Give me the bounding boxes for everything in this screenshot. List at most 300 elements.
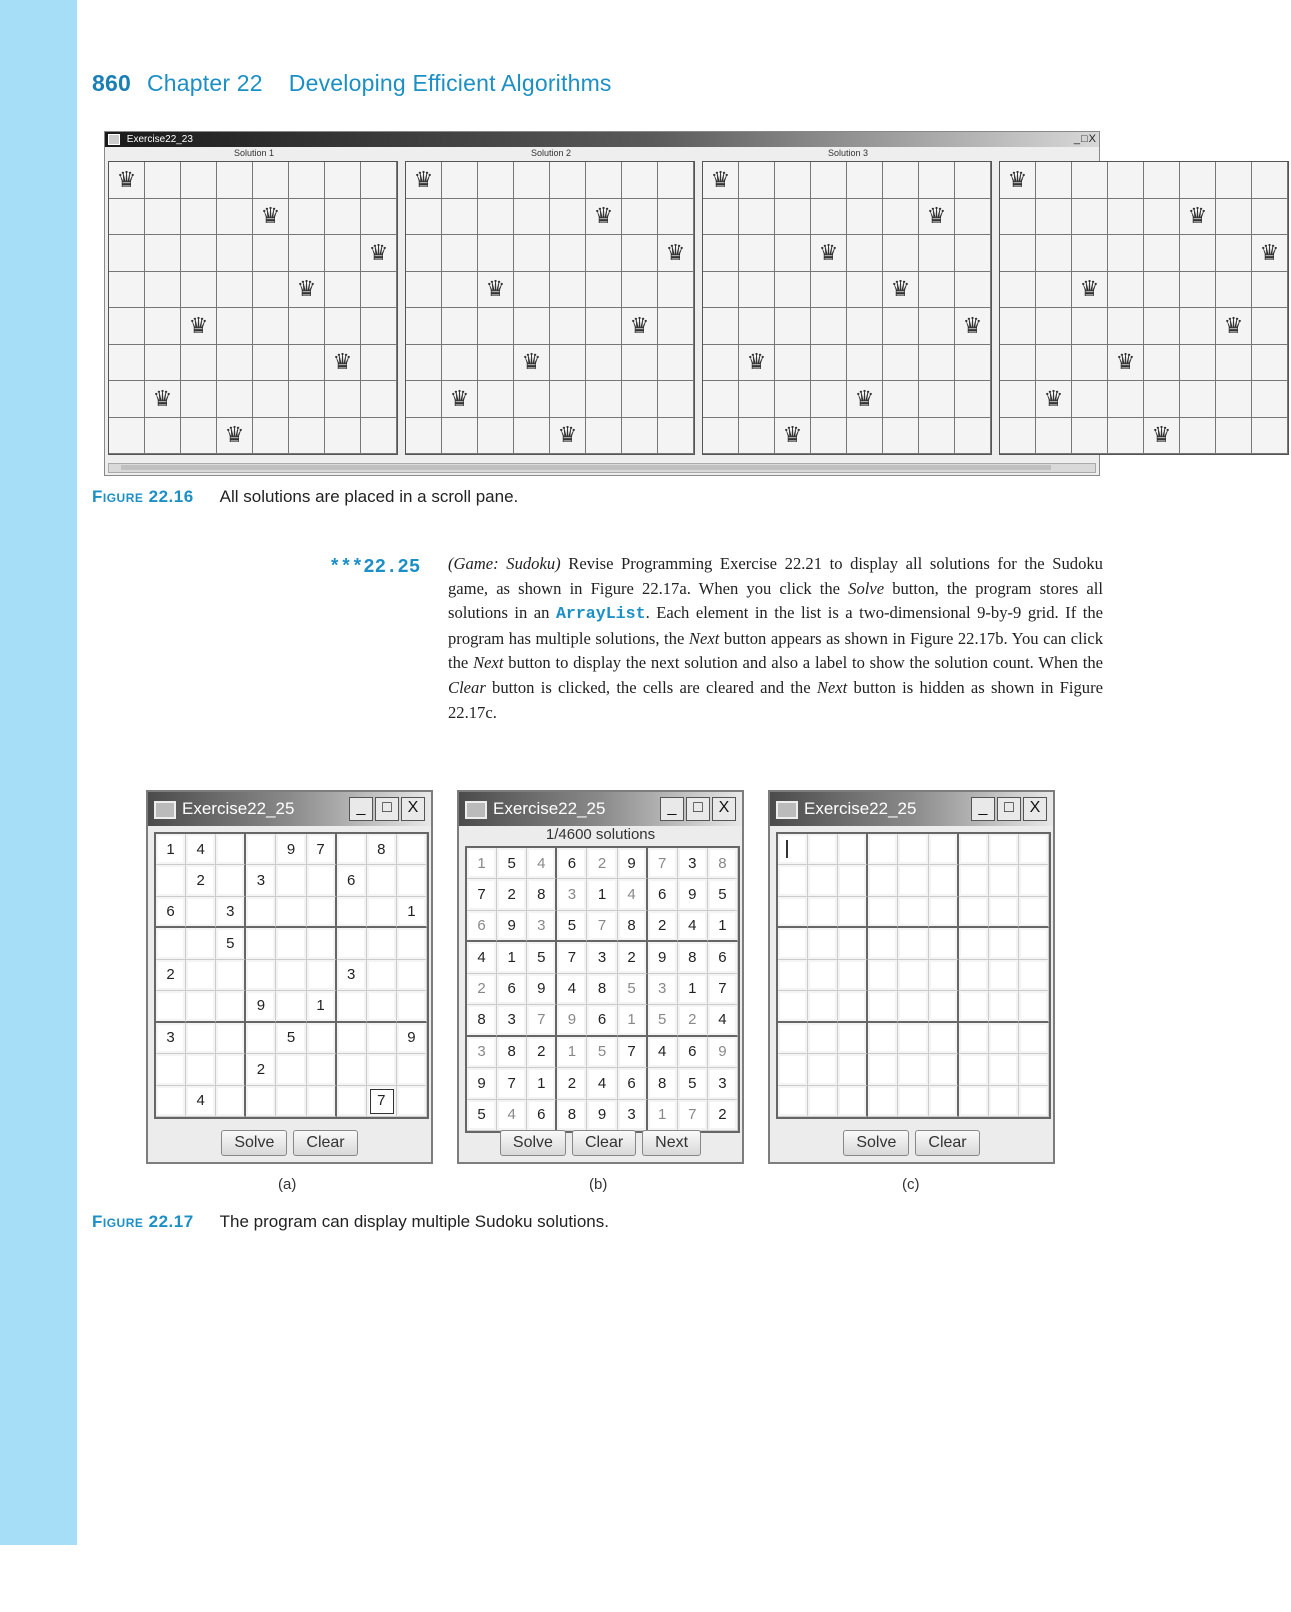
sudoku-cell[interactable] xyxy=(989,897,1019,928)
sudoku-cell[interactable]: 4 xyxy=(186,1086,216,1117)
sudoku-cell[interactable] xyxy=(156,1086,186,1117)
sudoku-cell[interactable] xyxy=(1019,991,1049,1022)
board-cell xyxy=(217,308,253,345)
sudoku-cell[interactable]: 4 xyxy=(587,1068,617,1099)
sudoku-cell[interactable] xyxy=(1019,1086,1049,1117)
sudoku-cell[interactable] xyxy=(838,1086,868,1117)
sudoku-cell[interactable] xyxy=(156,1054,186,1085)
sudoku-cell[interactable] xyxy=(838,960,868,991)
sudoku-cell[interactable]: 2 xyxy=(527,1037,557,1068)
sudoku-cell[interactable] xyxy=(778,865,808,896)
sudoku-cell[interactable]: 1 xyxy=(397,897,427,928)
sudoku-cell[interactable] xyxy=(246,1086,276,1117)
sudoku-cell[interactable]: 3 xyxy=(708,1068,738,1099)
sudoku-cell[interactable]: 9 xyxy=(618,848,648,879)
sudoku-cell[interactable]: 5 xyxy=(618,974,648,1005)
board-cell xyxy=(406,381,442,418)
sudoku-cell[interactable] xyxy=(1019,865,1049,896)
clear-button[interactable]: Clear xyxy=(915,1130,979,1156)
sudoku-cell[interactable] xyxy=(838,897,868,928)
sudoku-cell[interactable]: 7 xyxy=(587,911,617,942)
sudoku-cell[interactable] xyxy=(276,928,306,959)
sudoku-cell[interactable] xyxy=(186,1054,216,1085)
board-cell xyxy=(919,381,955,418)
sudoku-cell[interactable]: 2 xyxy=(648,911,678,942)
close-icon[interactable]: X xyxy=(1023,797,1047,821)
sudoku-cell[interactable] xyxy=(367,1054,397,1085)
sudoku-cell[interactable] xyxy=(989,1023,1019,1054)
sudoku-cell[interactable]: 9 xyxy=(497,911,527,942)
sudoku-cell[interactable]: 7 xyxy=(527,1005,557,1036)
sudoku-cell[interactable]: 8 xyxy=(648,1068,678,1099)
sudoku-cell[interactable] xyxy=(276,960,306,991)
sudoku-cell[interactable] xyxy=(868,1086,898,1117)
sudoku-cell[interactable]: 4 xyxy=(497,1100,527,1131)
sudoku-cell[interactable] xyxy=(367,928,397,959)
sudoku-cell[interactable] xyxy=(246,897,276,928)
sudoku-cell[interactable] xyxy=(307,897,337,928)
close-icon[interactable]: X xyxy=(712,797,736,821)
sudoku-cell[interactable]: 1 xyxy=(587,879,617,910)
maximize-icon[interactable]: □ xyxy=(686,797,710,821)
sudoku-cell[interactable] xyxy=(808,897,838,928)
sudoku-cell[interactable]: 9 xyxy=(397,1023,427,1054)
sudoku-cell[interactable]: 2 xyxy=(497,879,527,910)
sudoku-cell[interactable] xyxy=(898,960,928,991)
sudoku-cell[interactable] xyxy=(989,928,1019,959)
sudoku-cell[interactable]: 5 xyxy=(216,928,246,959)
sudoku-cell[interactable] xyxy=(838,991,868,1022)
sudoku-cell[interactable]: 9 xyxy=(708,1037,738,1068)
horizontal-scrollbar[interactable] xyxy=(108,463,1096,473)
sudoku-cell[interactable] xyxy=(808,1086,838,1117)
sudoku-cell[interactable]: 2 xyxy=(678,1005,708,1036)
sudoku-cell[interactable]: 7 xyxy=(497,1068,527,1099)
sudoku-cell[interactable]: 1 xyxy=(527,1068,557,1099)
sudoku-cell[interactable] xyxy=(929,960,959,991)
sudoku-cell[interactable] xyxy=(337,1054,367,1085)
sudoku-cell[interactable]: 7 xyxy=(307,834,337,865)
sudoku-cell[interactable] xyxy=(307,865,337,896)
sudoku-cell[interactable]: 7 xyxy=(618,1037,648,1068)
sudoku-cell[interactable] xyxy=(307,928,337,959)
board-cell xyxy=(442,308,478,345)
solve-button[interactable]: Solve xyxy=(221,1130,287,1156)
sudoku-cell[interactable]: 8 xyxy=(527,879,557,910)
sudoku-cell[interactable]: 6 xyxy=(527,1100,557,1131)
sudoku-cell[interactable]: 3 xyxy=(246,865,276,896)
sudoku-cell[interactable]: 8 xyxy=(467,1005,497,1036)
board-cell xyxy=(478,199,514,236)
board-cell xyxy=(1036,235,1072,272)
sudoku-cell[interactable]: 7 xyxy=(708,974,738,1005)
sudoku-cell[interactable]: 8 xyxy=(708,848,738,879)
sudoku-cell[interactable]: 6 xyxy=(708,942,738,973)
board-cell xyxy=(775,308,811,345)
sudoku-cell[interactable]: 9 xyxy=(678,879,708,910)
board-cell xyxy=(1144,308,1180,345)
sudoku-cell[interactable]: 3 xyxy=(497,1005,527,1036)
sudoku-cell[interactable] xyxy=(367,897,397,928)
sudoku-cell[interactable]: 6 xyxy=(497,974,527,1005)
sudoku-cell[interactable] xyxy=(959,991,989,1022)
sudoku-cell[interactable] xyxy=(989,960,1019,991)
sudoku-cell[interactable] xyxy=(959,1086,989,1117)
sudoku-cell[interactable]: 3 xyxy=(648,974,678,1005)
sudoku-cell[interactable]: 7 xyxy=(678,1100,708,1131)
sudoku-cell[interactable] xyxy=(808,865,838,896)
board-cell xyxy=(325,235,361,272)
sudoku-cell[interactable] xyxy=(186,1023,216,1054)
sudoku-cell[interactable]: 8 xyxy=(618,911,648,942)
sudoku-cell[interactable] xyxy=(929,1023,959,1054)
sudoku-cell[interactable]: 7 xyxy=(367,1086,397,1117)
sudoku-cell[interactable]: 3 xyxy=(618,1100,648,1131)
board-cell xyxy=(1252,308,1288,345)
sudoku-cell[interactable] xyxy=(1019,1054,1049,1085)
sudoku-cell[interactable] xyxy=(156,991,186,1022)
queens-window-titlebar[interactable] xyxy=(105,132,1099,147)
sudoku-cell[interactable] xyxy=(186,928,216,959)
sudoku-cell[interactable]: 9 xyxy=(587,1100,617,1131)
sudoku-cell[interactable] xyxy=(397,1054,427,1085)
sudoku-cell[interactable] xyxy=(397,865,427,896)
sudoku-cell[interactable]: 5 xyxy=(678,1068,708,1099)
sudoku-cell[interactable]: 1 xyxy=(708,911,738,942)
sudoku-cell[interactable] xyxy=(808,991,838,1022)
sudoku-cell[interactable]: 4 xyxy=(186,834,216,865)
sudoku-cell[interactable] xyxy=(959,897,989,928)
sudoku-cell[interactable] xyxy=(989,865,1019,896)
sudoku-cell[interactable] xyxy=(367,865,397,896)
sudoku-cell[interactable]: 7 xyxy=(467,879,497,910)
sudoku-cell[interactable]: 3 xyxy=(678,848,708,879)
sudoku-cell[interactable]: 2 xyxy=(156,960,186,991)
sudoku-cell[interactable] xyxy=(778,834,808,865)
next-button[interactable]: Next xyxy=(642,1130,701,1156)
sudoku-cell[interactable]: 9 xyxy=(276,834,306,865)
sudoku-cell[interactable]: 1 xyxy=(497,942,527,973)
sudoku-cell[interactable]: 3 xyxy=(557,879,587,910)
sudoku-cell[interactable]: 1 xyxy=(557,1037,587,1068)
sudoku-cell[interactable] xyxy=(397,991,427,1022)
queen-icon: ♛ xyxy=(181,308,217,345)
sudoku-cell[interactable] xyxy=(246,960,276,991)
sudoku-cell[interactable]: 1 xyxy=(648,1100,678,1131)
sudoku-cell[interactable] xyxy=(808,928,838,959)
sudoku-cell[interactable] xyxy=(337,897,367,928)
sudoku-cell[interactable]: 1 xyxy=(156,834,186,865)
sudoku-cell[interactable] xyxy=(898,865,928,896)
sudoku-cell[interactable] xyxy=(959,865,989,896)
sudoku-cell[interactable]: 2 xyxy=(467,974,497,1005)
board-cell xyxy=(1252,162,1288,199)
sudoku-cell[interactable] xyxy=(808,834,838,865)
sudoku-cell[interactable]: 5 xyxy=(497,848,527,879)
sudoku-cell[interactable] xyxy=(397,1086,427,1117)
maximize-icon[interactable]: □ xyxy=(375,797,399,821)
window-titlebar[interactable] xyxy=(148,792,431,826)
board-cell xyxy=(1144,345,1180,382)
sudoku-cell[interactable]: 4 xyxy=(678,911,708,942)
sudoku-cell[interactable]: 6 xyxy=(467,911,497,942)
sudoku-cell[interactable]: 6 xyxy=(678,1037,708,1068)
sudoku-cell[interactable] xyxy=(898,1054,928,1085)
sudoku-cell[interactable] xyxy=(337,834,367,865)
board-cell xyxy=(703,418,739,455)
sudoku-cell[interactable]: 6 xyxy=(587,1005,617,1036)
sudoku-cell[interactable] xyxy=(216,1023,246,1054)
sudoku-cell[interactable] xyxy=(989,834,1019,865)
sudoku-cell[interactable] xyxy=(276,1086,306,1117)
sudoku-cell[interactable] xyxy=(959,960,989,991)
sudoku-cell[interactable] xyxy=(868,991,898,1022)
sudoku-cell[interactable]: 2 xyxy=(708,1100,738,1131)
sudoku-cell[interactable] xyxy=(246,1023,276,1054)
sudoku-cell[interactable] xyxy=(156,928,186,959)
sudoku-cell[interactable] xyxy=(216,1086,246,1117)
sudoku-cell[interactable] xyxy=(367,991,397,1022)
sudoku-cell[interactable] xyxy=(778,1086,808,1117)
sudoku-cell[interactable]: 4 xyxy=(527,848,557,879)
solve-button[interactable]: Solve xyxy=(843,1130,909,1156)
sudoku-cell[interactable]: 1 xyxy=(467,848,497,879)
board-cell xyxy=(253,272,289,309)
sudoku-cell[interactable] xyxy=(216,960,246,991)
sudoku-cell[interactable] xyxy=(337,928,367,959)
sudoku-cell[interactable] xyxy=(868,960,898,991)
board-cell xyxy=(1036,272,1072,309)
sudoku-cell[interactable]: 7 xyxy=(648,848,678,879)
window-titlebar[interactable] xyxy=(459,792,742,826)
sudoku-cell[interactable]: 4 xyxy=(467,942,497,973)
sudoku-cell[interactable] xyxy=(276,865,306,896)
sudoku-cell[interactable] xyxy=(246,834,276,865)
sudoku-cell[interactable]: 3 xyxy=(216,897,246,928)
sudoku-cell[interactable]: 4 xyxy=(618,879,648,910)
sudoku-cell[interactable] xyxy=(898,991,928,1022)
sudoku-cell[interactable]: 9 xyxy=(557,1005,587,1036)
sudoku-cell[interactable] xyxy=(397,834,427,865)
board-cell xyxy=(1180,381,1216,418)
sudoku-cell[interactable]: 4 xyxy=(557,974,587,1005)
minimize-icon[interactable]: _ xyxy=(660,797,684,821)
sudoku-cell[interactable] xyxy=(778,928,808,959)
scrollbar-thumb[interactable] xyxy=(121,465,1051,470)
sudoku-cell[interactable] xyxy=(276,897,306,928)
clear-button[interactable]: Clear xyxy=(572,1130,636,1156)
sudoku-cell[interactable]: 5 xyxy=(648,1005,678,1036)
sudoku-cell[interactable]: 9 xyxy=(467,1068,497,1099)
sudoku-cell[interactable] xyxy=(959,1054,989,1085)
sudoku-cell[interactable] xyxy=(216,865,246,896)
board-cell xyxy=(622,272,658,309)
sudoku-cell[interactable]: 5 xyxy=(276,1023,306,1054)
sudoku-cell[interactable] xyxy=(898,1086,928,1117)
board-cell xyxy=(1252,345,1288,382)
sudoku-cell[interactable]: 2 xyxy=(246,1054,276,1085)
sudoku-cell[interactable]: 2 xyxy=(618,942,648,973)
exercise-code: ArrayList xyxy=(555,604,646,624)
sudoku-cell[interactable]: 2 xyxy=(557,1068,587,1099)
sudoku-cell[interactable] xyxy=(929,834,959,865)
sudoku-cell[interactable] xyxy=(186,897,216,928)
sudoku-cell[interactable] xyxy=(868,1054,898,1085)
sudoku-cell[interactable]: 4 xyxy=(648,1037,678,1068)
sudoku-cell[interactable] xyxy=(959,1023,989,1054)
sudoku-cell[interactable] xyxy=(778,960,808,991)
minimize-icon[interactable]: _ xyxy=(971,797,995,821)
sudoku-cell[interactable] xyxy=(367,1023,397,1054)
sudoku-cell[interactable] xyxy=(868,897,898,928)
sudoku-cell[interactable] xyxy=(307,1023,337,1054)
sudoku-cell[interactable] xyxy=(778,1054,808,1085)
sudoku-cell[interactable] xyxy=(838,928,868,959)
sudoku-cell[interactable]: 8 xyxy=(678,942,708,973)
sudoku-cell[interactable]: 9 xyxy=(246,991,276,1022)
sudoku-cell[interactable] xyxy=(808,1054,838,1085)
board-cell xyxy=(109,418,145,455)
sudoku-cell[interactable] xyxy=(397,928,427,959)
sudoku-cell[interactable] xyxy=(808,1023,838,1054)
sudoku-cell[interactable] xyxy=(307,1086,337,1117)
sudoku-cell[interactable]: 8 xyxy=(367,834,397,865)
sudoku-cell[interactable]: 2 xyxy=(587,848,617,879)
sudoku-cell[interactable] xyxy=(838,1054,868,1085)
sudoku-cell[interactable] xyxy=(959,928,989,959)
sudoku-cell[interactable] xyxy=(929,928,959,959)
sudoku-cell[interactable] xyxy=(367,960,397,991)
sudoku-cell[interactable]: 6 xyxy=(618,1068,648,1099)
sudoku-cell[interactable] xyxy=(186,960,216,991)
sudoku-cell[interactable]: 6 xyxy=(557,848,587,879)
maximize-icon[interactable]: □ xyxy=(997,797,1021,821)
sudoku-cell[interactable]: 9 xyxy=(648,942,678,973)
sudoku-cell[interactable]: 1 xyxy=(618,1005,648,1036)
board-cell xyxy=(1108,381,1144,418)
sudoku-cell[interactable] xyxy=(337,991,367,1022)
sudoku-cell[interactable] xyxy=(808,960,838,991)
sudoku-cell[interactable]: 1 xyxy=(307,991,337,1022)
sudoku-cell[interactable] xyxy=(898,897,928,928)
sudoku-cell[interactable]: 3 xyxy=(527,911,557,942)
sudoku-cell[interactable]: 7 xyxy=(557,942,587,973)
sudoku-cell[interactable] xyxy=(1019,897,1049,928)
sudoku-cell[interactable] xyxy=(838,1023,868,1054)
sudoku-cell[interactable]: 6 xyxy=(648,879,678,910)
clear-button[interactable]: Clear xyxy=(293,1130,357,1156)
sudoku-cell[interactable] xyxy=(156,865,186,896)
minimize-icon[interactable]: _ xyxy=(349,797,373,821)
sudoku-cell[interactable] xyxy=(898,928,928,959)
sudoku-cell[interactable]: 8 xyxy=(497,1037,527,1068)
sudoku-cell[interactable] xyxy=(307,1054,337,1085)
queen-icon: ♛ xyxy=(1216,308,1252,345)
board-cell xyxy=(361,418,397,455)
sudoku-cell[interactable] xyxy=(1019,928,1049,959)
sudoku-cell[interactable] xyxy=(778,1023,808,1054)
sudoku-cell[interactable] xyxy=(276,991,306,1022)
sudoku-cell[interactable]: 5 xyxy=(587,1037,617,1068)
window-titlebar[interactable] xyxy=(770,792,1053,826)
board-cell xyxy=(1036,308,1072,345)
sudoku-cell[interactable] xyxy=(307,960,337,991)
sudoku-cell[interactable] xyxy=(838,834,868,865)
sudoku-cell[interactable] xyxy=(898,1023,928,1054)
sudoku-cell[interactable] xyxy=(1019,834,1049,865)
sudoku-cell[interactable]: 5 xyxy=(557,911,587,942)
sudoku-cell[interactable] xyxy=(868,865,898,896)
sudoku-cell[interactable] xyxy=(868,928,898,959)
board-cell xyxy=(739,162,775,199)
sudoku-cell[interactable] xyxy=(989,1054,1019,1085)
sudoku-cell[interactable] xyxy=(929,991,959,1022)
queen-icon: ♛ xyxy=(514,345,550,382)
app-icon xyxy=(108,134,120,145)
sudoku-cell[interactable] xyxy=(929,1054,959,1085)
sudoku-cell[interactable] xyxy=(868,834,898,865)
sudoku-cell[interactable] xyxy=(216,834,246,865)
sudoku-cell[interactable] xyxy=(929,897,959,928)
sudoku-cell[interactable] xyxy=(929,1086,959,1117)
sudoku-cell[interactable]: 6 xyxy=(337,865,367,896)
board-cell xyxy=(1108,418,1144,455)
sudoku-cell[interactable] xyxy=(989,991,1019,1022)
board-cell xyxy=(1144,235,1180,272)
sudoku-cell[interactable]: 4 xyxy=(708,1005,738,1036)
sudoku-cell[interactable] xyxy=(868,1023,898,1054)
sudoku-cell[interactable]: 1 xyxy=(678,974,708,1005)
sudoku-cell[interactable] xyxy=(959,834,989,865)
board-cell xyxy=(847,235,883,272)
sudoku-cell[interactable] xyxy=(778,991,808,1022)
sudoku-cell[interactable]: 5 xyxy=(708,879,738,910)
sudoku-cell[interactable] xyxy=(929,865,959,896)
sudoku-cell[interactable] xyxy=(898,834,928,865)
sudoku-cell[interactable]: 8 xyxy=(587,974,617,1005)
sudoku-cell[interactable] xyxy=(1019,1023,1049,1054)
sudoku-cell[interactable]: 8 xyxy=(557,1100,587,1131)
close-icon[interactable]: X xyxy=(401,797,425,821)
sudoku-cell[interactable]: 5 xyxy=(467,1100,497,1131)
sudoku-cell[interactable] xyxy=(1019,960,1049,991)
board-cell xyxy=(703,235,739,272)
sudoku-cell[interactable] xyxy=(216,1054,246,1085)
sudoku-cell[interactable]: 3 xyxy=(156,1023,186,1054)
sudoku-cell[interactable] xyxy=(397,960,427,991)
sudoku-cell[interactable]: 6 xyxy=(156,897,186,928)
sudoku-cell[interactable] xyxy=(186,991,216,1022)
sudoku-cell[interactable] xyxy=(337,1086,367,1117)
sudoku-cell[interactable] xyxy=(838,865,868,896)
sudoku-cell[interactable]: 3 xyxy=(587,942,617,973)
sudoku-cell[interactable]: 3 xyxy=(337,960,367,991)
sudoku-cell[interactable] xyxy=(276,1054,306,1085)
sudoku-cell[interactable]: 5 xyxy=(527,942,557,973)
board-cell xyxy=(1216,162,1252,199)
sudoku-cell[interactable] xyxy=(778,897,808,928)
window-controls[interactable]: _□X xyxy=(1073,133,1097,145)
sudoku-cell[interactable]: 2 xyxy=(186,865,216,896)
sudoku-cell[interactable] xyxy=(216,991,246,1022)
board-cell xyxy=(1216,199,1252,236)
sudoku-cell[interactable] xyxy=(989,1086,1019,1117)
sudoku-cell[interactable]: 3 xyxy=(467,1037,497,1068)
sudoku-cell[interactable]: 9 xyxy=(527,974,557,1005)
solve-button[interactable]: Solve xyxy=(500,1130,566,1156)
sudoku-cell[interactable] xyxy=(246,928,276,959)
sudoku-cell[interactable] xyxy=(337,1023,367,1054)
